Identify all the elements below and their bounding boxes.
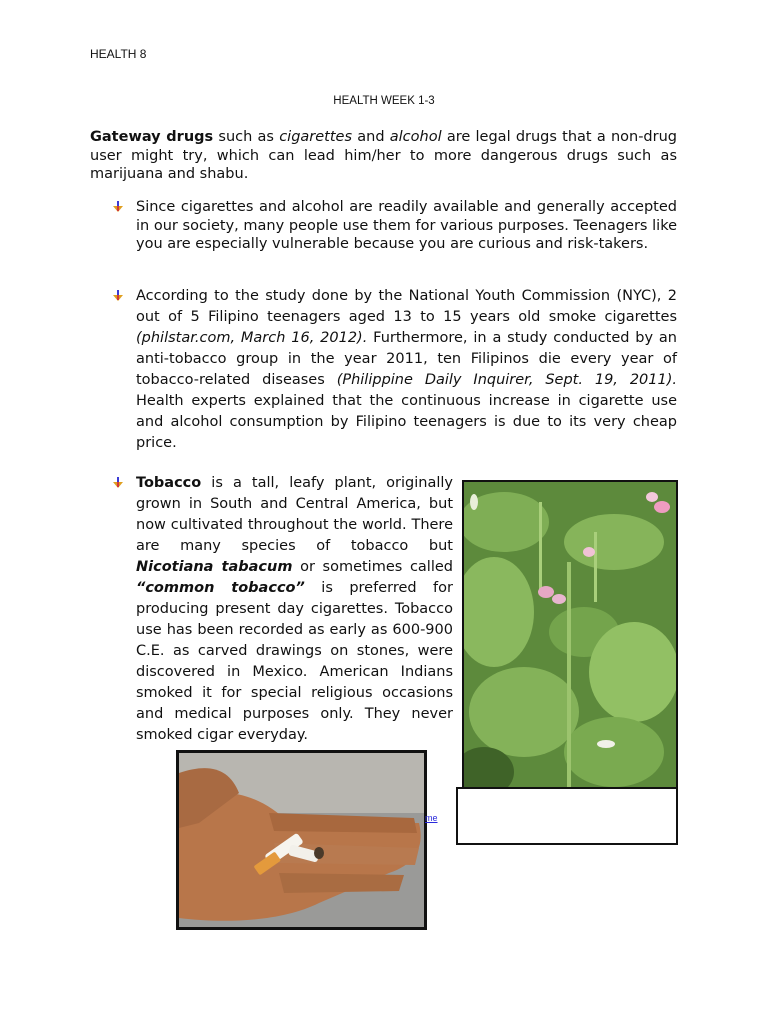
arrow-bullet-icon: [112, 477, 124, 489]
bullet-nyc-study: According to the study done by the National Youth Commission (NYC), 2 out of 5 Filipino teenagers aged 13 to 15 years old smoke cigarettes (philstar.com, March 16, 2012). Furthermore, in a study conducted by an anti-tobacco group in the year 2011, ten Filipinos die every year of tobacco-related diseases (Philippine Daily Inquirer, Sept. 19, 2011). Health experts explained that the continuous increase in cigarette use and alcohol consumption by Filipino teenagers is due to its very cheap price.: [136, 288, 677, 451]
common-name: “common tobacco”: [136, 580, 305, 596]
intro-paragraph: Gateway drugs such as cigarettes and alcohol are legal drugs that a non-drug user might try, which can lead him/her to more dangerous drugs such as marijuana and shabu.: [90, 129, 677, 182]
document-header: HEALTH 8: [90, 47, 147, 61]
bullet-availability: Since cigarettes and alcohol are readily available and generally accepted in our society, many people use them for various purposes. Teenagers like you are especially vulnerable because you are curious and risk-takers.: [136, 199, 677, 252]
arrow-bullet-icon: [112, 201, 124, 213]
tobacco-plant-image: [462, 480, 678, 790]
arrow-bullet-icon: [112, 290, 124, 302]
species-name: Nicotiana tabacum: [136, 559, 293, 575]
citation: (philstar.com, March 16, 2012).: [136, 330, 368, 346]
hand-cigarettes-image: [176, 750, 427, 930]
image-caption-box: [456, 787, 678, 845]
citation: (Philippine Daily Inquirer, Sept. 19, 2011).: [336, 372, 677, 388]
bullet-tobacco: Tobacco is a tall, leafy plant, originally grown in South and Central America, but now cultivated throughout the world. There are many species of tobacco but Nicotiana tabacum or sometimes called “common tobacco” is preferred for producing present day cigarettes. Tobacco use has been recorded as early as 600-900 C.E. as carved drawings on stones, were discovered in Mexico. American Indians smoked it for special religious occasions and medical purposes only. They never smoked cigar everyday.: [136, 475, 453, 743]
tobacco-term: Tobacco: [136, 475, 202, 491]
gateway-drugs-term: Gateway drugs: [90, 129, 214, 145]
source-link-fragment[interactable]: me: [425, 813, 438, 823]
page-title: HEALTH WEEK 1-3: [333, 95, 435, 107]
